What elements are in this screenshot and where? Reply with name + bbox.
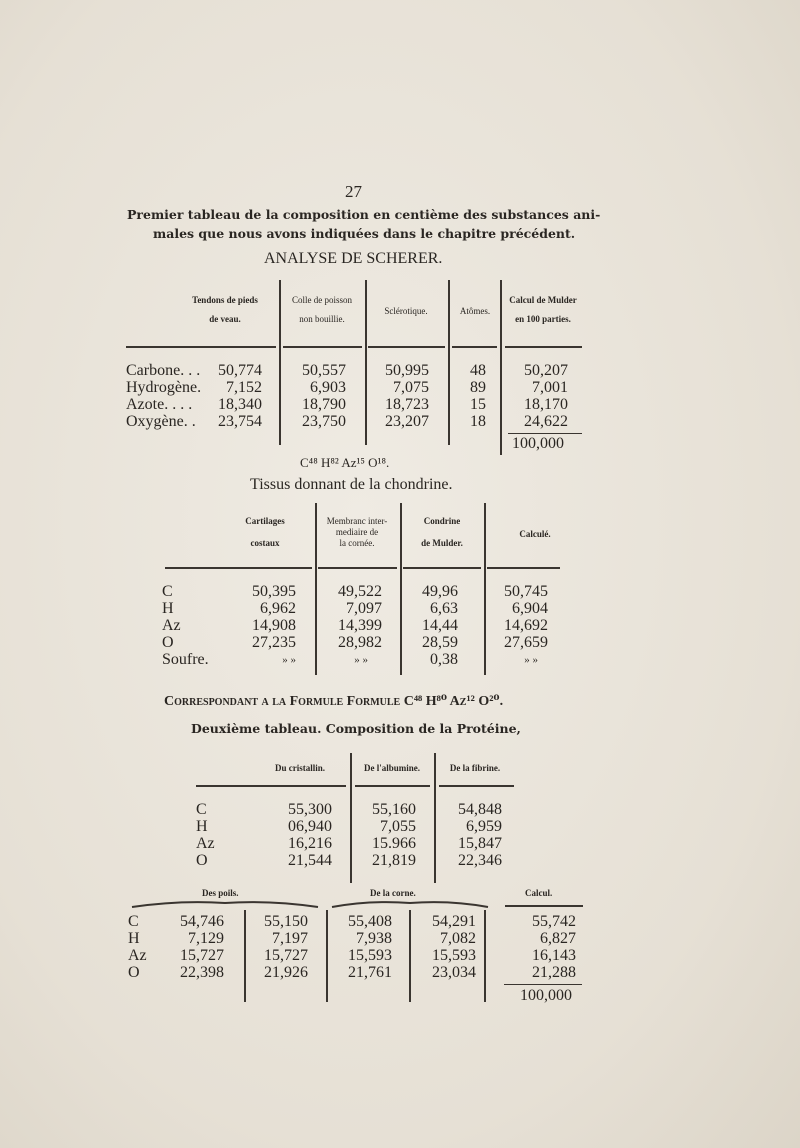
t3-cell: 22,346 <box>458 852 502 869</box>
t2-cell: 6,962 <box>260 600 296 617</box>
t2-cell: 14,44 <box>422 617 458 634</box>
t1-cell: 24,622 <box>524 413 568 430</box>
t4-cell: 7,082 <box>440 930 476 947</box>
t1-header-col5: Calcul de Mulder en 100 parties. <box>509 295 577 324</box>
t2-label: Az <box>162 617 181 634</box>
t4-vline-3 <box>409 910 411 1002</box>
t1-header-col3: Sclérotique. <box>384 306 428 316</box>
formula-correspondant: Correspondant a la Formule Formule C⁴⁸ H⁸⁰ Az¹² O²⁰. <box>164 694 504 709</box>
t3-cell: 21,544 <box>288 852 332 869</box>
t1-header-col2: Colle de poisson non bouillie. <box>292 295 352 324</box>
t2-cell: 14,399 <box>338 617 382 634</box>
t3-cell: 54,848 <box>458 801 502 818</box>
t1-cell: 7,152 <box>226 379 262 396</box>
t4-cell: 55,408 <box>348 913 392 930</box>
t1-vline-3 <box>448 280 450 445</box>
t3-label: O <box>196 852 208 869</box>
t4-label: H <box>128 930 140 947</box>
t3-cell: 15.966 <box>372 835 416 852</box>
t1-header-rule-5 <box>505 346 582 348</box>
t2-cell: 0,38 <box>430 651 458 668</box>
t4-cell: 21,288 <box>532 964 576 981</box>
t1-cell: 89 <box>470 379 486 396</box>
t3-label: Az <box>196 835 215 852</box>
t1-cell: 50,774 <box>218 362 262 379</box>
t1-label: Carbone. . . <box>126 362 201 379</box>
page-number: 27 <box>345 182 362 201</box>
t1-vline-4 <box>500 280 502 455</box>
t1-formula: C⁴⁸ H⁸² Az¹⁵ O¹⁸. <box>300 455 390 470</box>
t2-label: H <box>162 600 174 617</box>
t2-cell: 49,96 <box>422 583 458 600</box>
t3-cell: 15,847 <box>458 835 502 852</box>
t1-vline-1 <box>279 280 281 445</box>
t1-label: Oxygène. . <box>126 413 196 430</box>
heading-line-1: Premier tableau de la composition en centième des substances ani- <box>127 207 601 222</box>
t3-header-col3: De la fibrine. <box>449 763 501 773</box>
t4-cell: 55,742 <box>532 913 576 930</box>
t1-header-col4: Atômes. <box>459 306 491 316</box>
t2-cell: » » <box>524 654 538 666</box>
t4-total: 100,000 <box>520 987 572 1004</box>
t1-total: 100,000 <box>512 435 564 452</box>
t4-cell: 7,938 <box>356 930 392 947</box>
t4-cell: 54,291 <box>432 913 476 930</box>
t3-cell: 55,160 <box>372 801 416 818</box>
t2-cell: 28,59 <box>422 634 458 651</box>
t4-header-poils: Des poils. <box>202 888 239 898</box>
t4-header-calcul: Calcul. <box>525 888 553 898</box>
t2-label: O <box>162 634 174 651</box>
t4-cell: 6,827 <box>540 930 576 947</box>
t2-header-rule-4 <box>487 567 560 569</box>
t2-cell: » » <box>282 654 296 666</box>
t4-brace-poils <box>130 896 320 910</box>
t2-cell: 28,982 <box>338 634 382 651</box>
heading-line-2: males que nous avons indiquées dans le chapitre précédent. <box>153 226 576 241</box>
t4-cell: 21,926 <box>264 964 308 981</box>
t2-cell: 50,745 <box>504 583 548 600</box>
t1-cell: 15 <box>470 396 486 413</box>
t2-label: Soufre. <box>162 651 209 668</box>
t2-cell: 6,63 <box>430 600 458 617</box>
t4-cell: 21,761 <box>348 964 392 981</box>
t4-cell: 23,034 <box>432 964 476 981</box>
t4-cell: 7,129 <box>188 930 224 947</box>
t4-label: C <box>128 913 139 930</box>
scherer-title: ANALYSE DE SCHERER. <box>264 250 443 267</box>
t4-header-rule-calcul <box>505 905 583 907</box>
t1-total-rule <box>508 433 582 434</box>
proteine-title: Deuxième tableau. Composition de la Protéine, <box>191 721 521 736</box>
t2-cell: 14,908 <box>252 617 296 634</box>
t4-cell: 22,398 <box>180 964 224 981</box>
t1-label: Hydrogène. <box>126 379 202 396</box>
t3-cell: 16,216 <box>288 835 332 852</box>
t4-cell: 15,727 <box>180 947 224 964</box>
t2-cell: 27,235 <box>252 634 296 651</box>
t1-cell: 18,340 <box>218 396 262 413</box>
t4-cell: 54,746 <box>180 913 224 930</box>
t1-vline-2 <box>365 280 367 445</box>
t1-header-col1: Tendons de pieds de veau. <box>192 295 258 324</box>
t2-header-col4: Calculé. <box>519 529 551 539</box>
t2-cell: 6,904 <box>512 600 548 617</box>
t3-label: C <box>196 801 207 818</box>
t1-header-rule-1 <box>126 346 276 348</box>
t2-header-rule-2 <box>318 567 397 569</box>
t3-label: H <box>196 818 208 835</box>
t2-cell: 49,522 <box>338 583 382 600</box>
t1-cell: 23,750 <box>302 413 346 430</box>
t1-cell: 6,903 <box>310 379 346 396</box>
t4-cell: 15,593 <box>348 947 392 964</box>
t2-header-rule-3 <box>403 567 481 569</box>
t1-cell: 7,001 <box>532 379 568 396</box>
t4-brace-corne <box>330 896 490 910</box>
t3-header-rule-2 <box>355 785 430 787</box>
t3-vline-1 <box>350 753 352 883</box>
t2-header-col3: Condrine de Mulder. <box>421 516 463 548</box>
chondrine-title: Tissus donnant de la chondrine. <box>250 476 453 493</box>
t3-header-col1: Du cristallin. <box>274 763 325 773</box>
t3-vline-2 <box>434 753 436 883</box>
t4-label: O <box>128 964 140 981</box>
t2-label: C <box>162 583 173 600</box>
t2-cell: 50,395 <box>252 583 296 600</box>
t4-label: Az <box>128 947 147 964</box>
t1-cell: 18 <box>470 413 486 430</box>
t3-cell: 21,819 <box>372 852 416 869</box>
t1-cell: 50,207 <box>524 362 568 379</box>
t3-cell: 06,940 <box>288 818 332 835</box>
t4-vline-4 <box>484 910 486 1002</box>
t1-header-rule-4 <box>452 346 497 348</box>
t2-header-col1: Cartilages costaux <box>245 516 285 548</box>
t4-header-corne: De la corne. <box>370 888 416 898</box>
t1-cell: 18,723 <box>385 396 429 413</box>
t1-label: Azote. . . . <box>126 396 193 413</box>
t3-header-col2: De l'albumine. <box>363 763 420 773</box>
t2-cell: 7,097 <box>346 600 382 617</box>
t2-header-col2: Membranc inter- mediaire de la cornée. <box>326 516 388 548</box>
t1-cell: 18,170 <box>524 396 568 413</box>
t1-cell: 50,995 <box>385 362 429 379</box>
t4-cell: 7,197 <box>272 930 308 947</box>
t1-cell: 48 <box>470 362 486 379</box>
t3-cell: 6,959 <box>466 818 502 835</box>
t4-cell: 16,143 <box>532 947 576 964</box>
t4-cell: 15,593 <box>432 947 476 964</box>
t1-cell: 23,207 <box>385 413 429 430</box>
t1-header-rule-3 <box>368 346 445 348</box>
t1-header-rule-2 <box>283 346 362 348</box>
t2-header-rule-1 <box>165 567 312 569</box>
t2-cell: 14,692 <box>504 617 548 634</box>
t1-cell: 50,557 <box>302 362 346 379</box>
t1-cell: 18,790 <box>302 396 346 413</box>
t3-cell: 7,055 <box>380 818 416 835</box>
t2-cell: » » <box>354 654 368 666</box>
t2-cell: 27,659 <box>504 634 548 651</box>
t1-cell: 7,075 <box>393 379 429 396</box>
t1-cell: 23,754 <box>218 413 262 430</box>
t3-header-rule-3 <box>439 785 514 787</box>
t4-cell: 55,150 <box>264 913 308 930</box>
t3-cell: 55,300 <box>288 801 332 818</box>
t4-total-rule <box>504 984 582 985</box>
t4-cell: 15,727 <box>264 947 308 964</box>
t3-header-rule-1 <box>196 785 346 787</box>
